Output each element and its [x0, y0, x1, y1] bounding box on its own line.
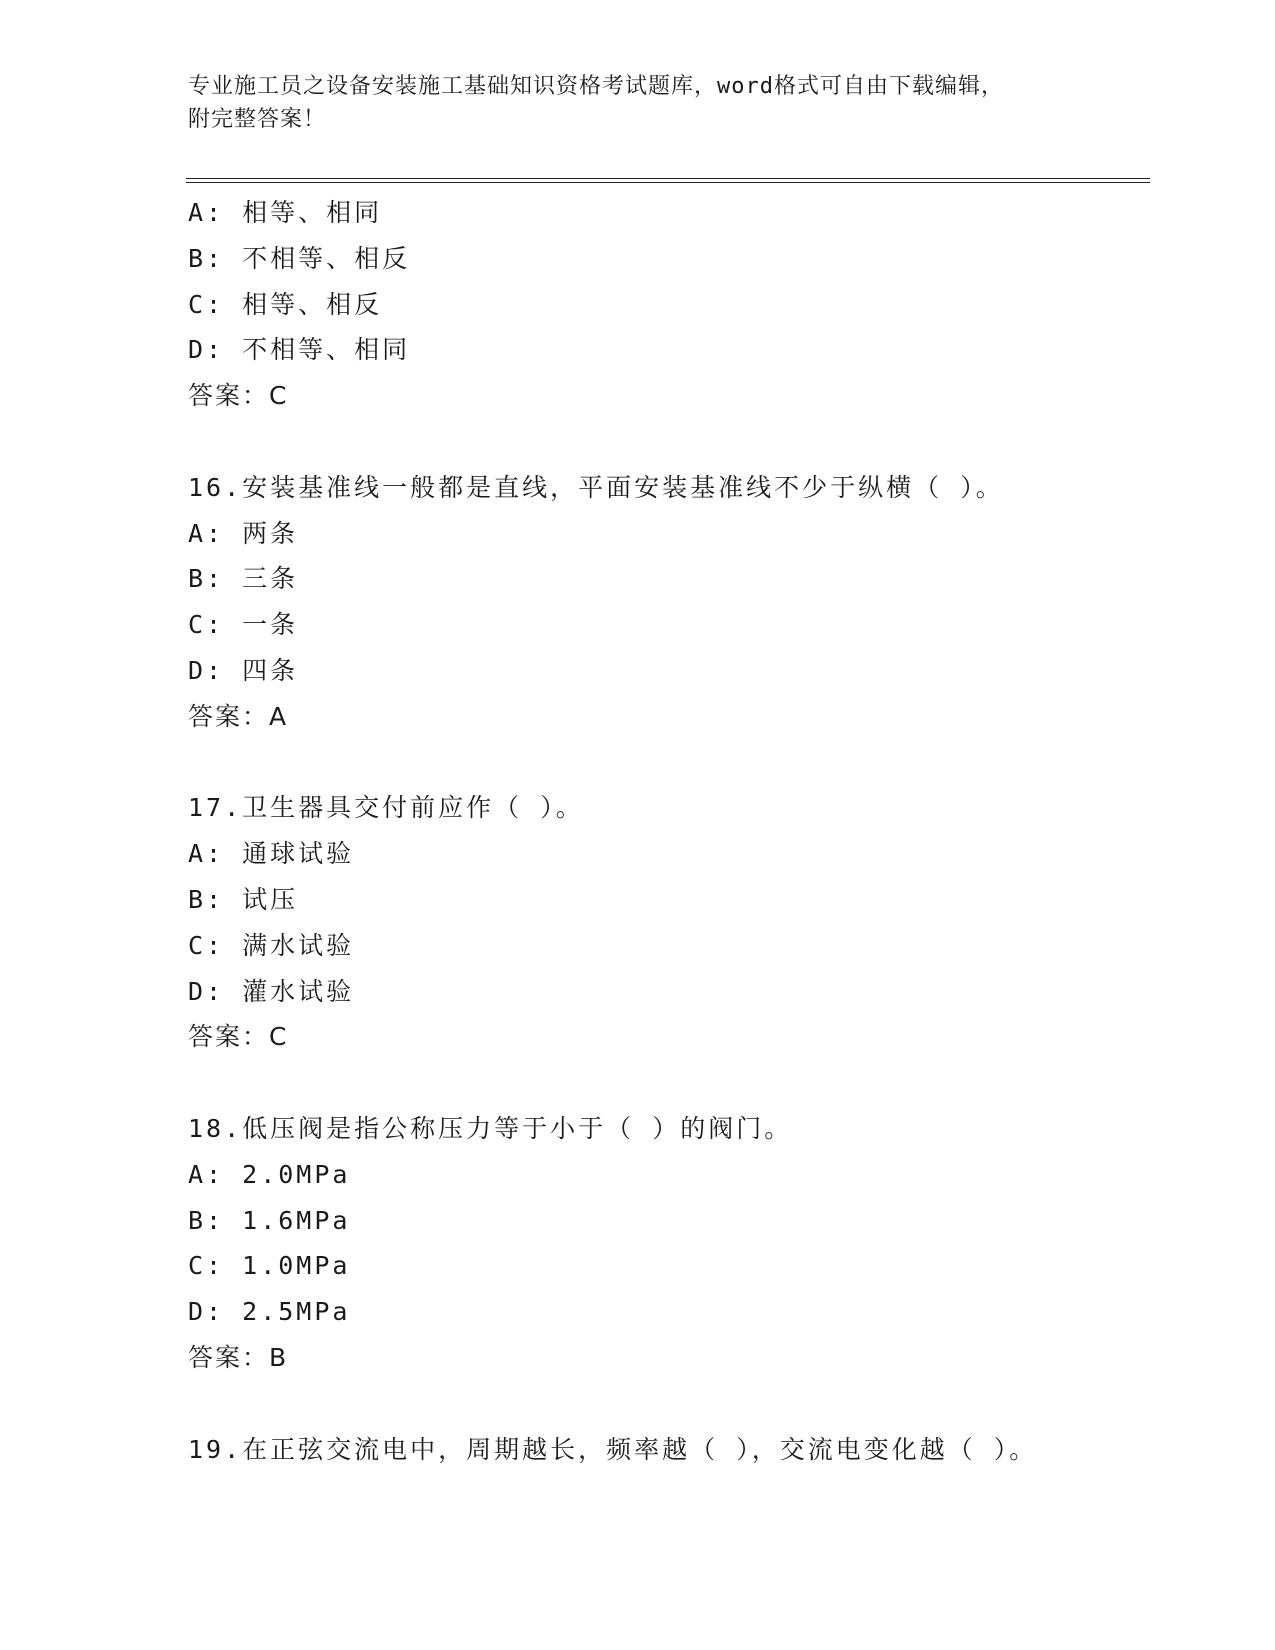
- q17-option-a: A: 通球试验: [188, 839, 355, 869]
- header-line-2: 附完整答案！: [188, 107, 327, 132]
- question-16-block: [188, 465, 1148, 740]
- q16-answer: 答案：A: [188, 701, 289, 731]
- q16-option-d: D: 四条: [188, 655, 299, 685]
- q15-option-b: B: 不相等、相反: [188, 243, 411, 273]
- q18-option-b: B: 1.6MPa: [188, 1205, 351, 1235]
- question-19-block: [188, 1427, 1148, 1473]
- document-header: [188, 70, 1068, 136]
- header-divider-top: [186, 178, 1150, 179]
- q19-question: 19.在正弦交流电中，周期越长，频率越（ ），交流电变化越（ ）。: [188, 1434, 1038, 1464]
- q16-question: 16.安装基准线一般都是直线，平面安装基准线不少于纵横（ ）。: [188, 472, 1004, 502]
- q17-option-d: D: 灌水试验: [188, 976, 355, 1006]
- spacer: [188, 740, 1148, 786]
- spacer: [188, 419, 1148, 465]
- question-15-block: [188, 190, 1148, 419]
- spacer: [188, 1060, 1148, 1106]
- header-divider-bottom: [186, 182, 1150, 183]
- question-list: [188, 190, 1148, 1472]
- q15-option-c: C: 相等、相反: [188, 289, 383, 319]
- spacer: [188, 1381, 1148, 1427]
- q15-option-d: D: 不相等、相同: [188, 335, 411, 365]
- q17-option-b: B: 试压: [188, 884, 299, 914]
- q18-option-c: C: 1.0MPa: [188, 1251, 351, 1281]
- q18-answer: 答案：B: [188, 1342, 289, 1372]
- question-17-block: [188, 785, 1148, 1060]
- q18-question: 18.低压阀是指公称压力等于小于（ ）的阀门。: [188, 1113, 793, 1143]
- q17-option-c: C: 满水试验: [188, 930, 355, 960]
- q18-option-d: D: 2.5MPa: [188, 1297, 351, 1327]
- q16-option-b: B: 三条: [188, 564, 299, 594]
- q15-option-a: A: 相等、相同: [188, 198, 383, 227]
- header-line-1: 专业施工员之设备安装施工基础知识资格考试题库，word格式可自由下载编辑，: [188, 74, 1004, 99]
- q17-answer: 答案：C: [188, 1022, 289, 1052]
- q16-option-a: A: 两条: [188, 518, 299, 548]
- q18-option-a: A: 2.0MPa: [188, 1159, 351, 1189]
- q17-question: 17.卫生器具交付前应作（ ）。: [188, 793, 584, 823]
- q16-option-c: C: 一条: [188, 610, 299, 640]
- question-18-block: [188, 1106, 1148, 1381]
- q15-answer: 答案：C: [188, 381, 289, 411]
